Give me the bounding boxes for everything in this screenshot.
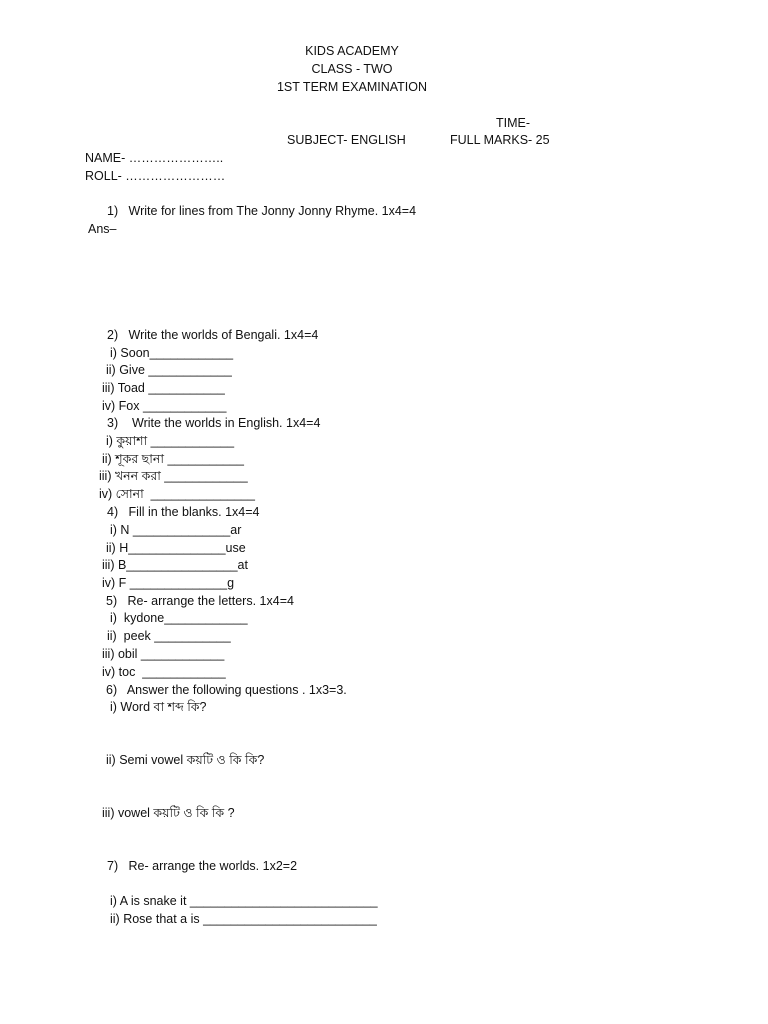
subject-label: SUBJECT- ENGLISH — [287, 133, 406, 147]
q5-item: iv) toc ____________ — [102, 665, 226, 679]
q5-item: ii) peek ___________ — [107, 629, 231, 643]
q6-item: ii) Semi vowel কয়টি ও কি কি? — [106, 753, 265, 767]
q2-item: i) Soon____________ — [110, 346, 234, 360]
q7-item: i) A is snake it ___________________________ — [110, 894, 378, 908]
name-field: NAME- ………………….. — [85, 151, 224, 165]
q5-item: iii) obil ____________ — [102, 647, 225, 661]
q3-item: ii) শূকর ছানা ___________ — [102, 452, 244, 466]
q2-item: ii) Give ____________ — [106, 363, 232, 377]
q4-item: iv) F ______________g — [102, 576, 235, 590]
q4-item: ii) H______________use — [106, 541, 246, 555]
roll-field: ROLL- …………………… — [85, 169, 226, 183]
question-3: 3) Write the worlds in English. 1x4=4 — [107, 416, 321, 430]
q6-item: iii) vowel কয়টি ও কি কি ? — [102, 806, 235, 820]
q2-item: iii) Toad ___________ — [102, 381, 225, 395]
q3-item: iii) খনন করা ____________ — [99, 469, 248, 483]
time-label: TIME- — [496, 116, 531, 130]
q4-item: i) N ______________ar — [110, 523, 242, 537]
question-1: 1) Write for lines from The Jonny Jonny Rhyme. 1x4=4 — [107, 204, 417, 218]
full-marks-label: FULL MARKS- 25 — [450, 133, 550, 147]
class-label: CLASS - TWO — [311, 62, 393, 76]
school-name: KIDS ACADEMY — [305, 44, 399, 58]
question-7: 7) Re- arrange the worlds. 1x2=2 — [107, 859, 298, 873]
exam-title: 1ST TERM EXAMINATION — [276, 80, 428, 94]
q7-item: ii) Rose that a is _________________________ — [110, 912, 377, 926]
question-2: 2) Write the worlds of Bengali. 1x4=4 — [107, 328, 319, 342]
q2-item: iv) Fox ____________ — [102, 399, 227, 413]
q6-item: i) Word বা শব্দ কি? — [110, 700, 207, 714]
q3-item: i) কুয়াশা ____________ — [106, 434, 235, 448]
q3-item: iv) সোনা _______________ — [99, 487, 255, 501]
answer-label: Ans– — [88, 222, 117, 236]
question-4: 4) Fill in the blanks. 1x4=4 — [107, 505, 260, 519]
question-6: 6) Answer the following questions . 1x3=3. — [106, 683, 347, 697]
q4-item: iii) B________________at — [102, 558, 248, 572]
question-5: 5) Re- arrange the letters. 1x4=4 — [106, 594, 294, 608]
q5-item: i) kydone____________ — [110, 611, 248, 625]
